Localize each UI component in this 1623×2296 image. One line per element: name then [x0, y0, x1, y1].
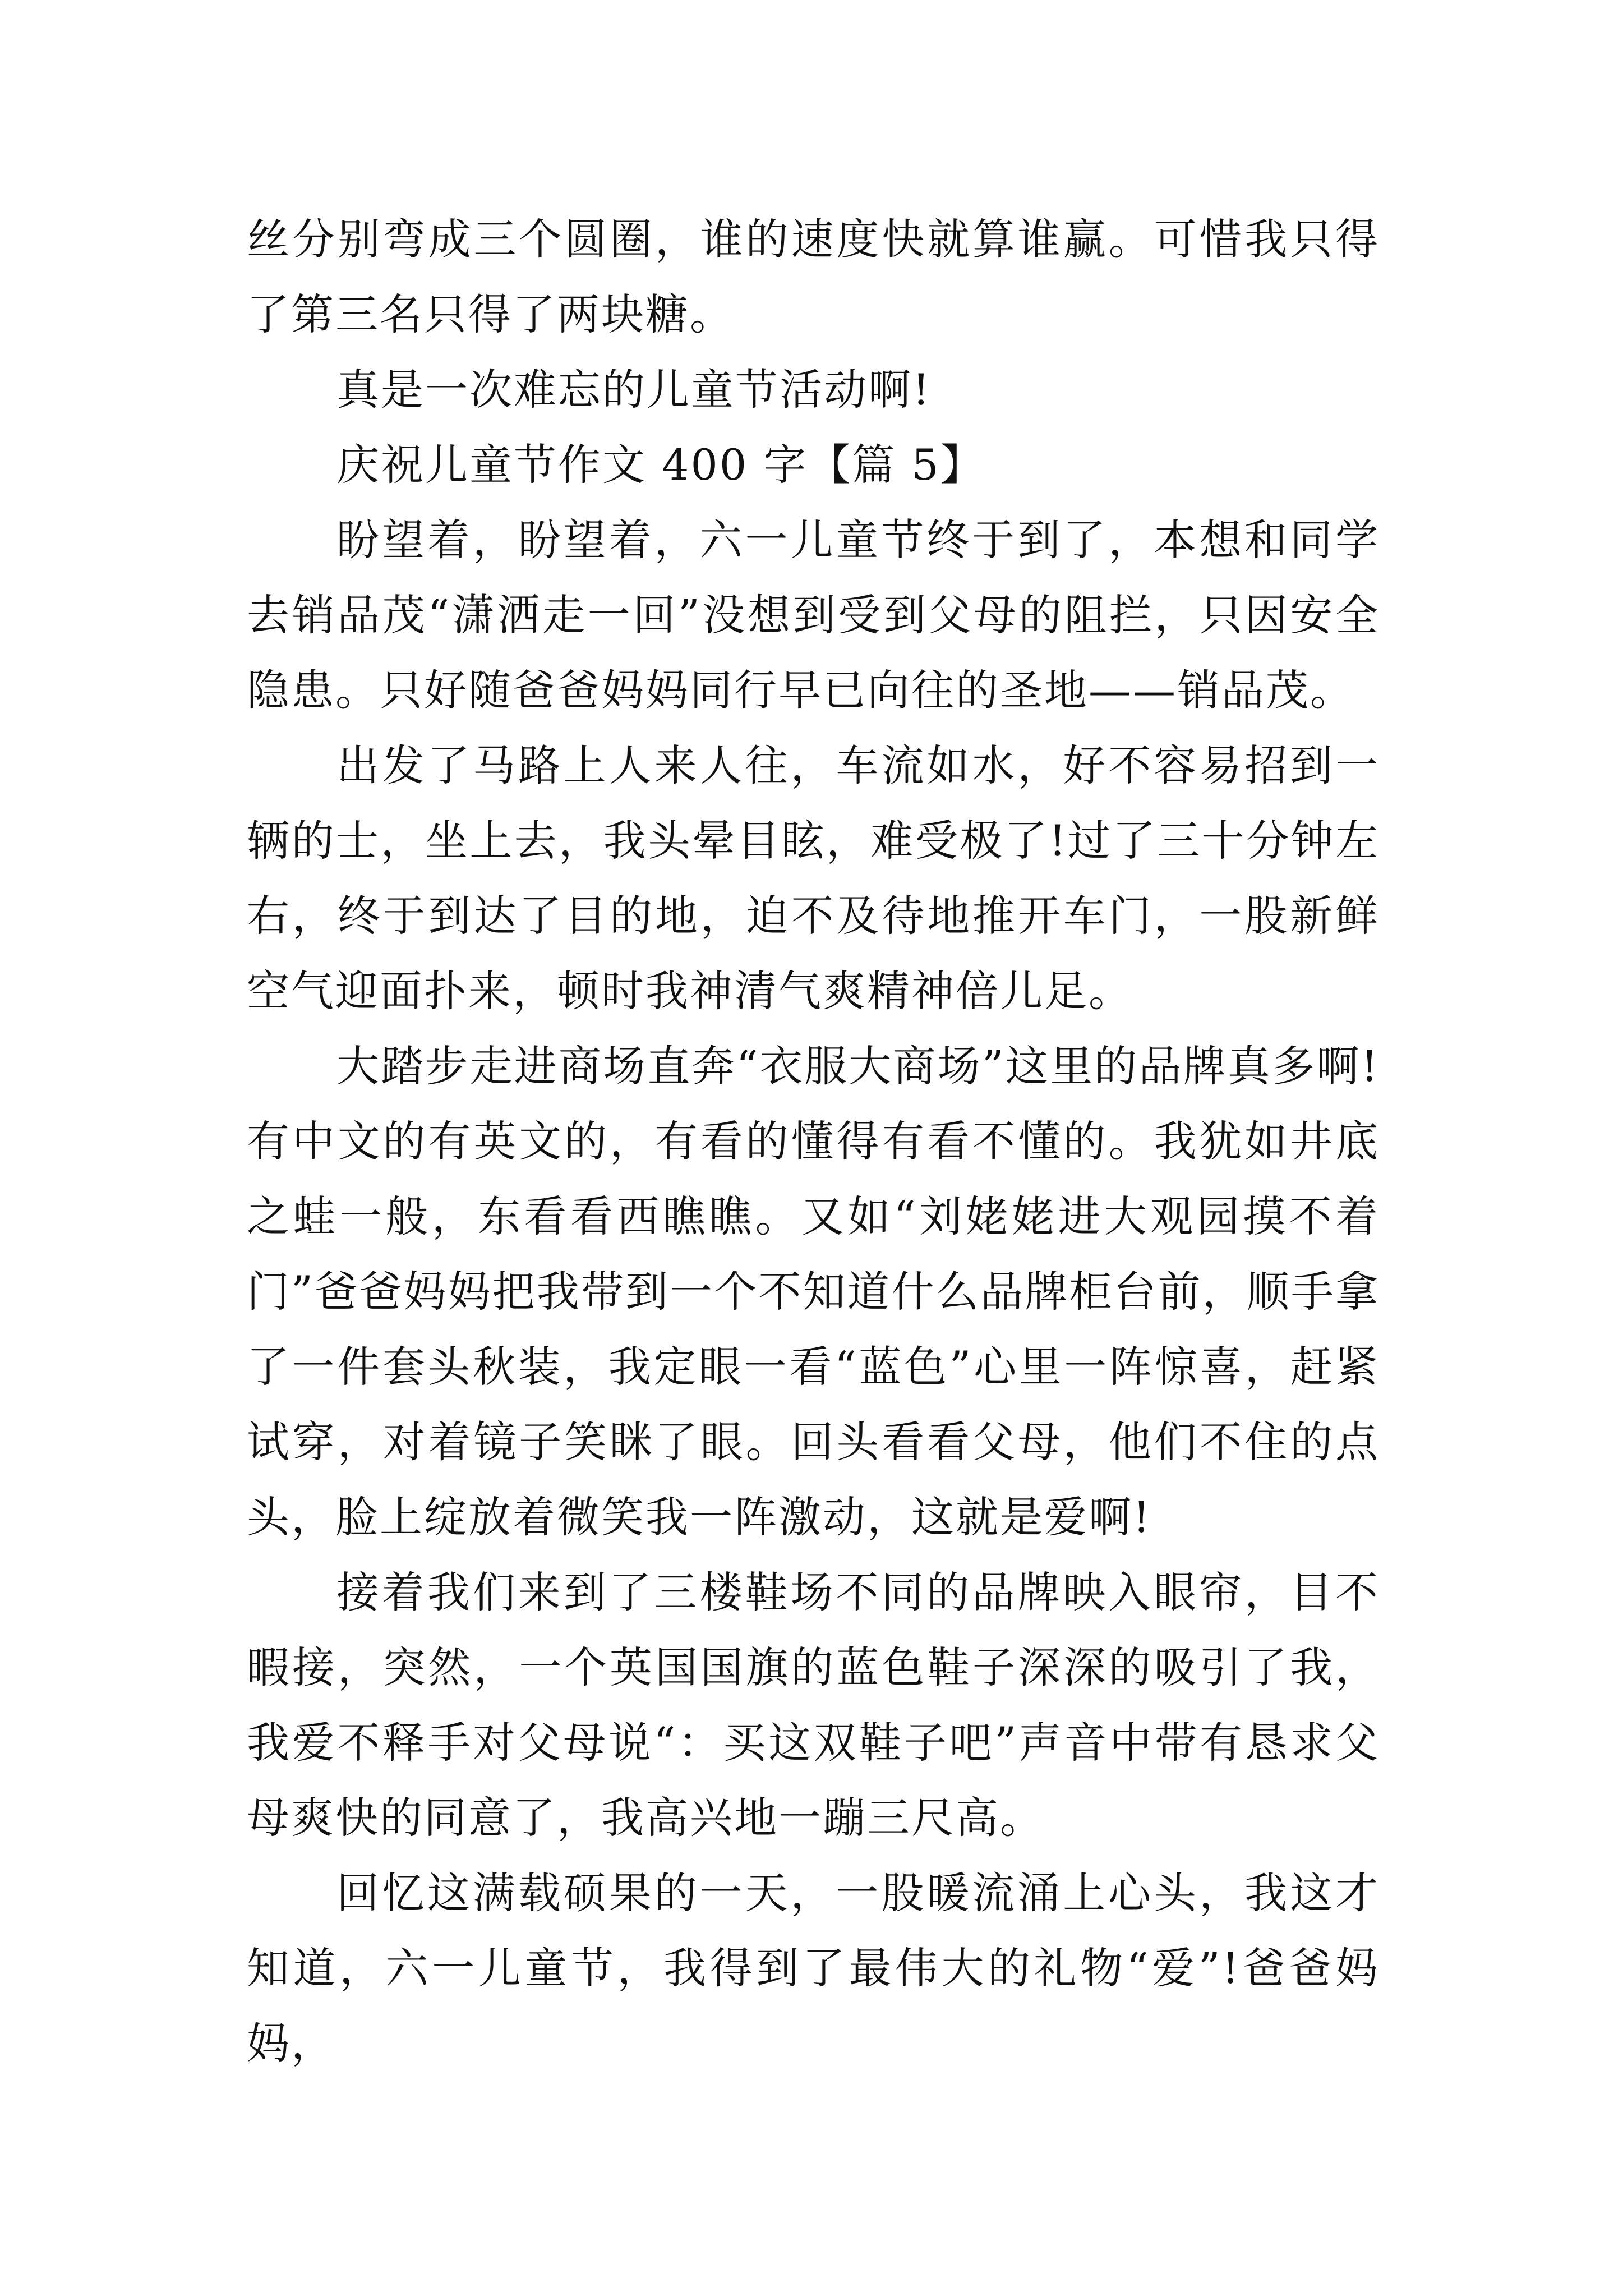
paragraph-reflection: 回忆这满载硕果的一天，一股暖流涌上心头，我这才知道，六一儿童节，我得到了最伟大的礼物“爱”!爸爸妈妈，: [247, 1868, 1380, 2068]
document-body: [247, 202, 1380, 2081]
paragraph-departure: 出发了马路上人来人往，车流如水，好不容易招到一辆的士，坐上去，我头晕目眩，难受极了!过了三十分钟左右，终于到达了目的地，迫不及待地推开车门，一股新鲜空气迎面扑来，顿时我神清气爽精神倍儿足。: [247, 740, 1380, 1016]
paragraph-anticipation: 盼望着，盼望着，六一儿童节终于到了，本想和同学去销品茂“潇洒走一回”没想到受到父母的阻拦，只因安全隐患。只好随爸爸妈妈同行早已向往的圣地——销品茂。: [247, 515, 1380, 715]
paragraph-clothing-store: 大踏步走进商场直奔“衣服大商场”这里的品牌真多啊!有中文的有英文的，有看的懂得有看不懂的。我犹如井底之蛙一般，东看看西瞧瞧。又如“刘姥姥进大观园摸不着门”爸爸妈妈把我带到一个不知道什么品牌柜台前，顺手拿了一件套头秋装，我定眼一看“蓝色”心里一阵惊喜，赶紧试穿，对着镜子笑眯了眼。回头看看父母，他们不住的点头，脸上绽放着微笑我一阵激动，这就是爱啊!: [247, 1041, 1380, 1542]
paragraph-shoe-store: 接着我们来到了三楼鞋场不同的品牌映入眼帘，目不暇接，突然，一个英国国旗的蓝色鞋子深深的吸引了我，我爱不释手对父母说“：买这双鞋子吧”声音中带有恳求父母爽快的同意了，我高兴地一蹦三尺高。: [247, 1567, 1380, 1843]
paragraph-continuation: 丝分别弯成三个圆圈，谁的速度快就算谁赢。可惜我只得了第三名只得了两块糖。: [247, 214, 1380, 339]
paragraph-exclamation: 真是一次难忘的儿童节活动啊!: [336, 365, 932, 415]
section-heading: 庆祝儿童节作文 400 字【篇 5】: [336, 440, 985, 490]
